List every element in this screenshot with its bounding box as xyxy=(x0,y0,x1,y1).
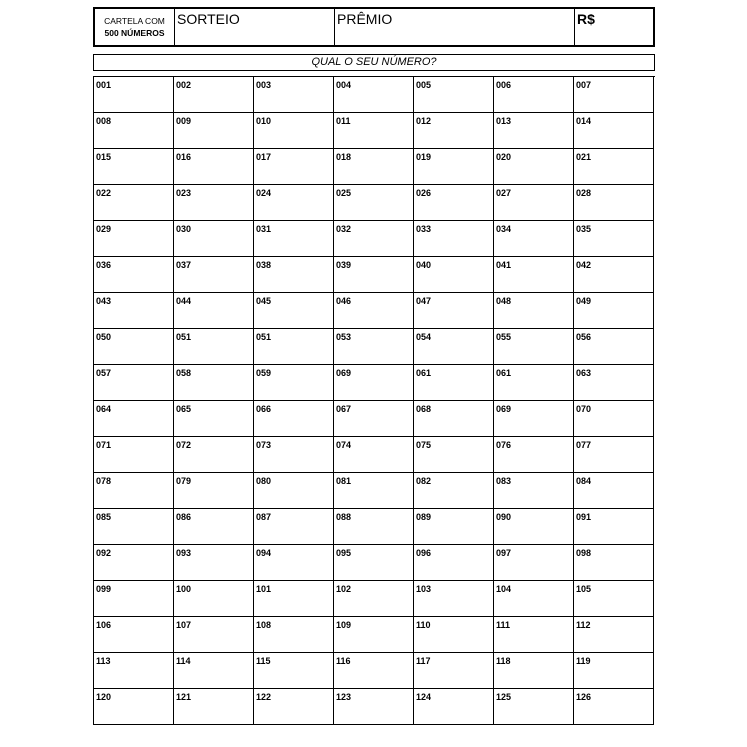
number-cell: 035 xyxy=(574,221,654,257)
number-cell: 121 xyxy=(174,689,254,725)
number-cell: 066 xyxy=(254,401,334,437)
number-cell: 013 xyxy=(494,113,574,149)
number-cell: 015 xyxy=(94,149,174,185)
number-cell: 106 xyxy=(94,617,174,653)
number-cell: 080 xyxy=(254,473,334,509)
sorteio-label: SORTEIO xyxy=(177,11,240,27)
number-cell: 014 xyxy=(574,113,654,149)
number-cell: 069 xyxy=(494,401,574,437)
number-cell: 085 xyxy=(94,509,174,545)
number-cell: 089 xyxy=(414,509,494,545)
number-cell: 051 xyxy=(174,329,254,365)
number-cell: 040 xyxy=(414,257,494,293)
number-cell: 063 xyxy=(574,365,654,401)
number-cell: 021 xyxy=(574,149,654,185)
number-cell: 101 xyxy=(254,581,334,617)
number-cell: 022 xyxy=(94,185,174,221)
number-cell: 072 xyxy=(174,437,254,473)
number-cell: 091 xyxy=(574,509,654,545)
number-cell: 020 xyxy=(494,149,574,185)
number-grid xyxy=(93,76,655,725)
number-cell: 108 xyxy=(254,617,334,653)
number-cell: 036 xyxy=(94,257,174,293)
number-cell: 046 xyxy=(334,293,414,329)
number-cell: 092 xyxy=(94,545,174,581)
number-cell: 075 xyxy=(414,437,494,473)
number-cell: 124 xyxy=(414,689,494,725)
number-cell: 100 xyxy=(174,581,254,617)
number-cell: 025 xyxy=(334,185,414,221)
number-cell: 061 xyxy=(494,365,574,401)
number-cell: 069 xyxy=(334,365,414,401)
number-cell: 037 xyxy=(174,257,254,293)
cartela-line1: CARTELA COM xyxy=(104,16,165,26)
number-cell: 011 xyxy=(334,113,414,149)
number-cell: 029 xyxy=(94,221,174,257)
premio-cell xyxy=(335,9,575,45)
currency-label: R$ xyxy=(577,11,595,27)
number-cell: 118 xyxy=(494,653,574,689)
number-cell: 107 xyxy=(174,617,254,653)
currency-cell xyxy=(575,9,653,45)
number-cell: 012 xyxy=(414,113,494,149)
number-cell: 031 xyxy=(254,221,334,257)
number-cell: 083 xyxy=(494,473,574,509)
number-cell: 038 xyxy=(254,257,334,293)
number-cell: 112 xyxy=(574,617,654,653)
number-cell: 054 xyxy=(414,329,494,365)
number-cell: 049 xyxy=(574,293,654,329)
number-cell: 048 xyxy=(494,293,574,329)
number-cell: 010 xyxy=(254,113,334,149)
number-cell: 105 xyxy=(574,581,654,617)
number-cell: 067 xyxy=(334,401,414,437)
number-cell: 087 xyxy=(254,509,334,545)
number-cell: 005 xyxy=(414,77,494,113)
number-cell: 024 xyxy=(254,185,334,221)
number-cell: 098 xyxy=(574,545,654,581)
number-cell: 103 xyxy=(414,581,494,617)
number-cell: 039 xyxy=(334,257,414,293)
number-cell: 068 xyxy=(414,401,494,437)
number-cell: 047 xyxy=(414,293,494,329)
number-cell: 055 xyxy=(494,329,574,365)
number-cell: 042 xyxy=(574,257,654,293)
number-cell: 111 xyxy=(494,617,574,653)
number-cell: 116 xyxy=(334,653,414,689)
number-cell: 009 xyxy=(174,113,254,149)
number-cell: 071 xyxy=(94,437,174,473)
number-cell: 003 xyxy=(254,77,334,113)
cartela-cell xyxy=(95,9,175,45)
number-cell: 117 xyxy=(414,653,494,689)
number-cell: 073 xyxy=(254,437,334,473)
number-cell: 125 xyxy=(494,689,574,725)
number-cell: 086 xyxy=(174,509,254,545)
number-cell: 004 xyxy=(334,77,414,113)
cartela-line2: 500 NÚMEROS xyxy=(104,28,165,38)
number-cell: 007 xyxy=(574,77,654,113)
number-cell: 044 xyxy=(174,293,254,329)
number-cell: 096 xyxy=(414,545,494,581)
question-banner: QUAL O SEU NÚMERO? xyxy=(93,54,655,71)
number-cell: 120 xyxy=(94,689,174,725)
number-cell: 002 xyxy=(174,77,254,113)
number-cell: 065 xyxy=(174,401,254,437)
number-cell: 076 xyxy=(494,437,574,473)
number-cell: 082 xyxy=(414,473,494,509)
number-cell: 074 xyxy=(334,437,414,473)
number-cell: 099 xyxy=(94,581,174,617)
number-cell: 093 xyxy=(174,545,254,581)
number-cell: 113 xyxy=(94,653,174,689)
number-cell: 050 xyxy=(94,329,174,365)
sorteio-cell xyxy=(175,9,335,45)
number-cell: 018 xyxy=(334,149,414,185)
number-cell: 059 xyxy=(254,365,334,401)
number-cell: 094 xyxy=(254,545,334,581)
number-cell: 001 xyxy=(94,77,174,113)
number-cell: 078 xyxy=(94,473,174,509)
number-cell: 109 xyxy=(334,617,414,653)
number-cell: 034 xyxy=(494,221,574,257)
number-cell: 126 xyxy=(574,689,654,725)
number-cell: 053 xyxy=(334,329,414,365)
number-cell: 030 xyxy=(174,221,254,257)
number-cell: 064 xyxy=(94,401,174,437)
number-cell: 027 xyxy=(494,185,574,221)
number-cell: 023 xyxy=(174,185,254,221)
number-cell: 110 xyxy=(414,617,494,653)
number-cell: 061 xyxy=(414,365,494,401)
number-cell: 058 xyxy=(174,365,254,401)
number-cell: 114 xyxy=(174,653,254,689)
number-cell: 079 xyxy=(174,473,254,509)
number-cell: 017 xyxy=(254,149,334,185)
header-table xyxy=(93,7,655,47)
number-cell: 026 xyxy=(414,185,494,221)
number-cell: 077 xyxy=(574,437,654,473)
number-cell: 028 xyxy=(574,185,654,221)
number-cell: 090 xyxy=(494,509,574,545)
number-cell: 088 xyxy=(334,509,414,545)
number-cell: 123 xyxy=(334,689,414,725)
number-cell: 102 xyxy=(334,581,414,617)
number-cell: 045 xyxy=(254,293,334,329)
number-cell: 051 xyxy=(254,329,334,365)
number-cell: 006 xyxy=(494,77,574,113)
number-cell: 041 xyxy=(494,257,574,293)
number-cell: 032 xyxy=(334,221,414,257)
number-cell: 119 xyxy=(574,653,654,689)
number-cell: 043 xyxy=(94,293,174,329)
number-cell: 057 xyxy=(94,365,174,401)
number-cell: 070 xyxy=(574,401,654,437)
number-cell: 104 xyxy=(494,581,574,617)
number-cell: 056 xyxy=(574,329,654,365)
number-cell: 095 xyxy=(334,545,414,581)
number-cell: 115 xyxy=(254,653,334,689)
number-cell: 033 xyxy=(414,221,494,257)
number-cell: 019 xyxy=(414,149,494,185)
premio-label: PRÊMIO xyxy=(337,11,393,27)
number-cell: 084 xyxy=(574,473,654,509)
number-cell: 081 xyxy=(334,473,414,509)
number-cell: 097 xyxy=(494,545,574,581)
number-cell: 008 xyxy=(94,113,174,149)
number-cell: 122 xyxy=(254,689,334,725)
number-cell: 016 xyxy=(174,149,254,185)
